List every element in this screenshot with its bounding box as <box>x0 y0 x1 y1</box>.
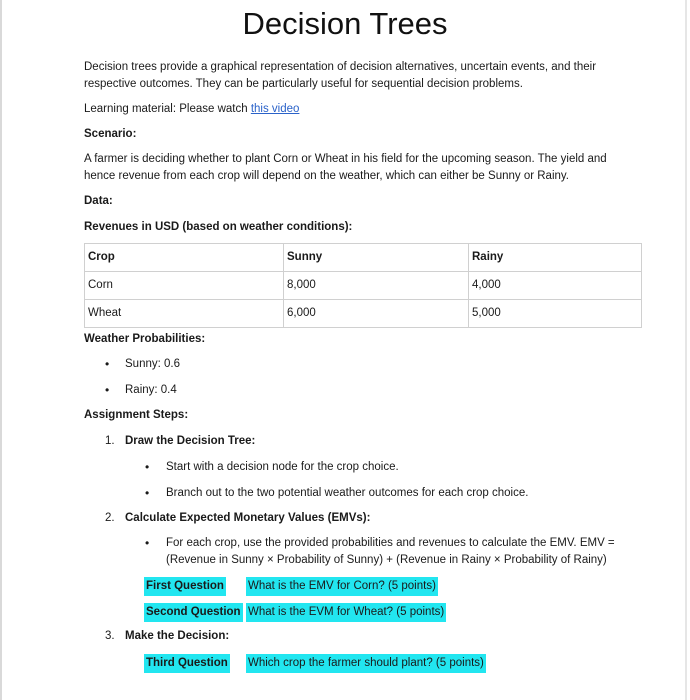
question-label: Third Question <box>144 654 230 673</box>
scenario-heading: Scenario: <box>84 128 137 140</box>
learning-material-prefix: Learning material: Please watch <box>84 103 251 115</box>
bullet-icon: • <box>145 536 150 550</box>
intro-paragraph: Decision trees provide a graphical representation of decision alternatives, uncertain events, and their respective outcomes. They can be particularly useful for sequential decision problems. <box>84 61 597 90</box>
question-label: First Question <box>144 577 226 596</box>
table-header-cell: Sunny <box>284 244 469 272</box>
bullet-icon: • <box>145 486 150 500</box>
page-edge-left <box>0 0 2 700</box>
table-row <box>85 272 642 300</box>
step-title: Calculate Expected Monetary Values (EMVs): <box>125 512 371 524</box>
bullet-icon: • <box>105 357 110 371</box>
question-label: Second Question <box>144 603 243 622</box>
revenue-heading: Revenues in USD (based on weather conditions): <box>84 221 353 233</box>
step-bullet: Start with a decision node for the crop choice. <box>166 461 399 473</box>
step-number: 1. <box>105 435 115 447</box>
step-number: 3. <box>105 630 115 642</box>
table-cell: 4,000 <box>469 272 642 300</box>
table-cell: Corn <box>85 272 284 300</box>
weather-item: Sunny: 0.6 <box>125 358 180 370</box>
scenario-paragraph: A farmer is deciding whether to plant Corn or Wheat in his field for the upcoming season. The yield and hence revenue from each crop will depend on the weather, which can either be Sunny or Rainy. <box>84 153 607 182</box>
table-header-cell: Crop <box>85 244 284 272</box>
question-text: Which crop the farmer should plant? (5 points) <box>246 654 486 673</box>
table-cell: 5,000 <box>469 300 642 328</box>
table-cell: 6,000 <box>284 300 469 328</box>
step-bullet: For each crop, use the provided probabilities and revenues to calculate the EMV. EMV = (Revenue in Sunny × Probability of Sunny) + (Revenue in Rainy × Probability of Rainy) <box>166 537 615 566</box>
video-link[interactable]: this video <box>250 103 300 115</box>
bullet-icon: • <box>145 460 150 474</box>
question-text: What is the EMV for Corn? (5 points) <box>246 577 438 596</box>
step-bullet: Branch out to the two potential weather outcomes for each crop choice. <box>166 487 529 499</box>
bullet-icon: • <box>105 383 110 397</box>
data-heading: Data: <box>84 195 113 207</box>
table-row <box>85 300 642 328</box>
assignment-heading: Assignment Steps: <box>84 409 189 421</box>
question-text: What is the EVM for Wheat? (5 points) <box>246 603 446 622</box>
weather-heading: Weather Probabilities: <box>84 333 206 345</box>
learning-material-line <box>84 101 299 118</box>
step-title: Draw the Decision Tree: <box>125 435 256 447</box>
revenue-table <box>84 243 642 328</box>
page-edge-right <box>685 0 687 700</box>
table-header-row <box>85 244 642 272</box>
page-title: Decision Trees <box>242 6 448 41</box>
step-number: 2. <box>105 512 115 524</box>
table-cell: 8,000 <box>284 272 469 300</box>
table-cell: Wheat <box>85 300 284 328</box>
table-header-cell: Rainy <box>469 244 642 272</box>
step-title: Make the Decision: <box>125 630 230 642</box>
weather-item: Rainy: 0.4 <box>125 384 177 396</box>
